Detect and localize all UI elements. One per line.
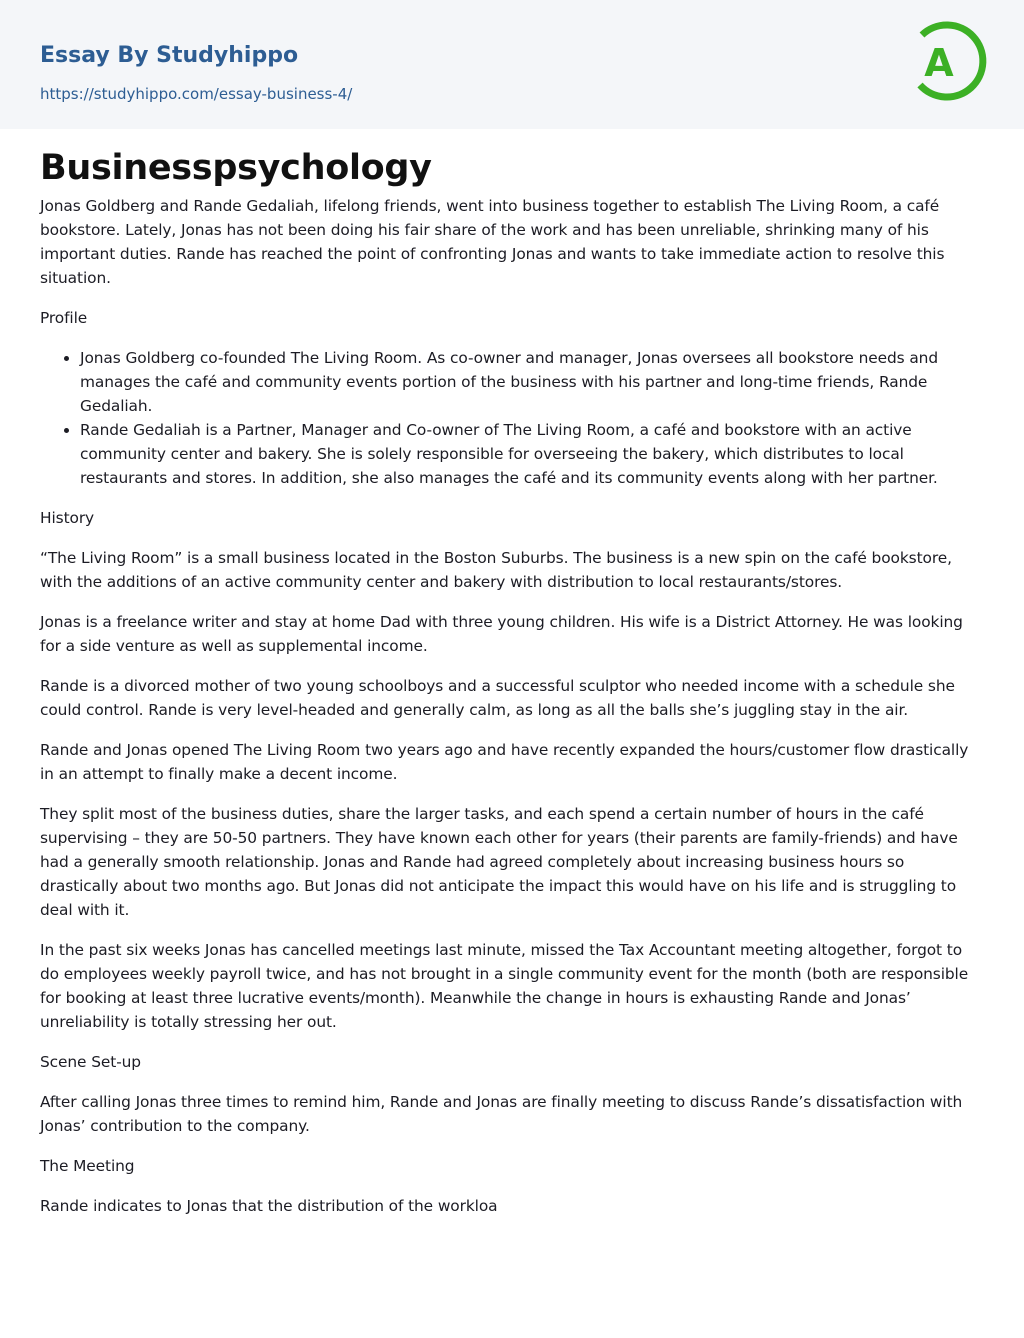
- logo-letter: A: [924, 41, 954, 85]
- site-brand[interactable]: Essay By Studyhippo: [40, 43, 299, 68]
- history-paragraph: Rande is a divorced mother of two young schoolboys and a successful sculptor who needed income with a schedule she could control. Rande is very level-headed and generally calm, as long as all the balls she’s juggling stay in the air.: [40, 677, 955, 719]
- meeting-heading: The Meeting: [40, 1157, 135, 1175]
- history-heading: History: [40, 509, 95, 527]
- intro-paragraph: Jonas Goldberg and Rande Gedaliah, lifelong friends, went into business together to establish The Living Room, a café bookstore. Lately, Jonas has not been doing his fair share of the work and has been unreliable, shrinking many of his important duties. Rande has reached the point of confronting Jonas and wants to take immediate action to resolve this situation.: [40, 197, 945, 287]
- studyhippo-logo-icon[interactable]: [912, 18, 988, 106]
- profile-heading: Profile: [40, 309, 88, 327]
- history-paragraph: “The Living Room” is a small business located in the Boston Suburbs. The business is a new spin on the café bookstore, with the additions of an active community center and bakery with distribution to local restaurants/stores.: [40, 549, 952, 591]
- history-paragraph: In the past six weeks Jonas has cancelled meetings last minute, missed the Tax Accountant meeting altogether, forgot to do employees weekly payroll twice, and has not brought in a single community event for the month (both are responsible for booking at least three lucrative events/month). Meanwhile the change in hours is exhausting Rande and Jonas’ unreliability is totally stressing her out.: [40, 941, 969, 1031]
- article-title: Businesspsychology: [40, 148, 432, 188]
- list-item: • Rande Gedaliah is a Partner, Manager and Co-owner of The Living Room, a café and bookstore with an active community center and bakery. She is solely responsible for overseeing the bakery, which distributes to local restaurants and stores. In addition, she also manages the café and its community events along with her partner.: [80, 418, 984, 490]
- site-header: [0, 0, 1024, 129]
- article-body: [0, 129, 1024, 1218]
- essay-url-link[interactable]: https://studyhippo.com/essay-business-4/: [40, 85, 353, 103]
- history-paragraph: They split most of the business duties, share the larger tasks, and each spend a certain number of hours in the café supervising – they are 50-50 partners. They have known each other for years (their parents are family-friends) and have had a generally smooth relationship. Jonas and Rande had agreed completely about increasing business hours so drastically about two months ago. But Jonas did not anticipate the impact this would have on his life and is struggling to deal with it.: [40, 805, 958, 919]
- scene-heading: Scene Set-up: [40, 1053, 141, 1071]
- history-paragraph: Jonas is a freelance writer and stay at home Dad with three young children. His wife is a District Attorney. He was looking for a side venture as well as supplemental income.: [40, 613, 963, 655]
- profile-list: [40, 346, 984, 490]
- scene-paragraph: After calling Jonas three times to remind him, Rande and Jonas are finally meeting to discuss Rande’s dissatisfaction with Jonas’ contribution to the company.: [40, 1093, 963, 1135]
- list-item: • Jonas Goldberg co-founded The Living Room. As co-owner and manager, Jonas oversees all bookstore needs and manages the café and community events portion of the business with his partner and long-time friends, Rande Gedaliah.: [80, 346, 984, 418]
- history-paragraph: Rande and Jonas opened The Living Room two years ago and have recently expanded the hours/customer flow drastically in an attempt to finally make a decent income.: [40, 741, 969, 783]
- meeting-paragraph: Rande indicates to Jonas that the distribution of the workloa: [40, 1197, 498, 1215]
